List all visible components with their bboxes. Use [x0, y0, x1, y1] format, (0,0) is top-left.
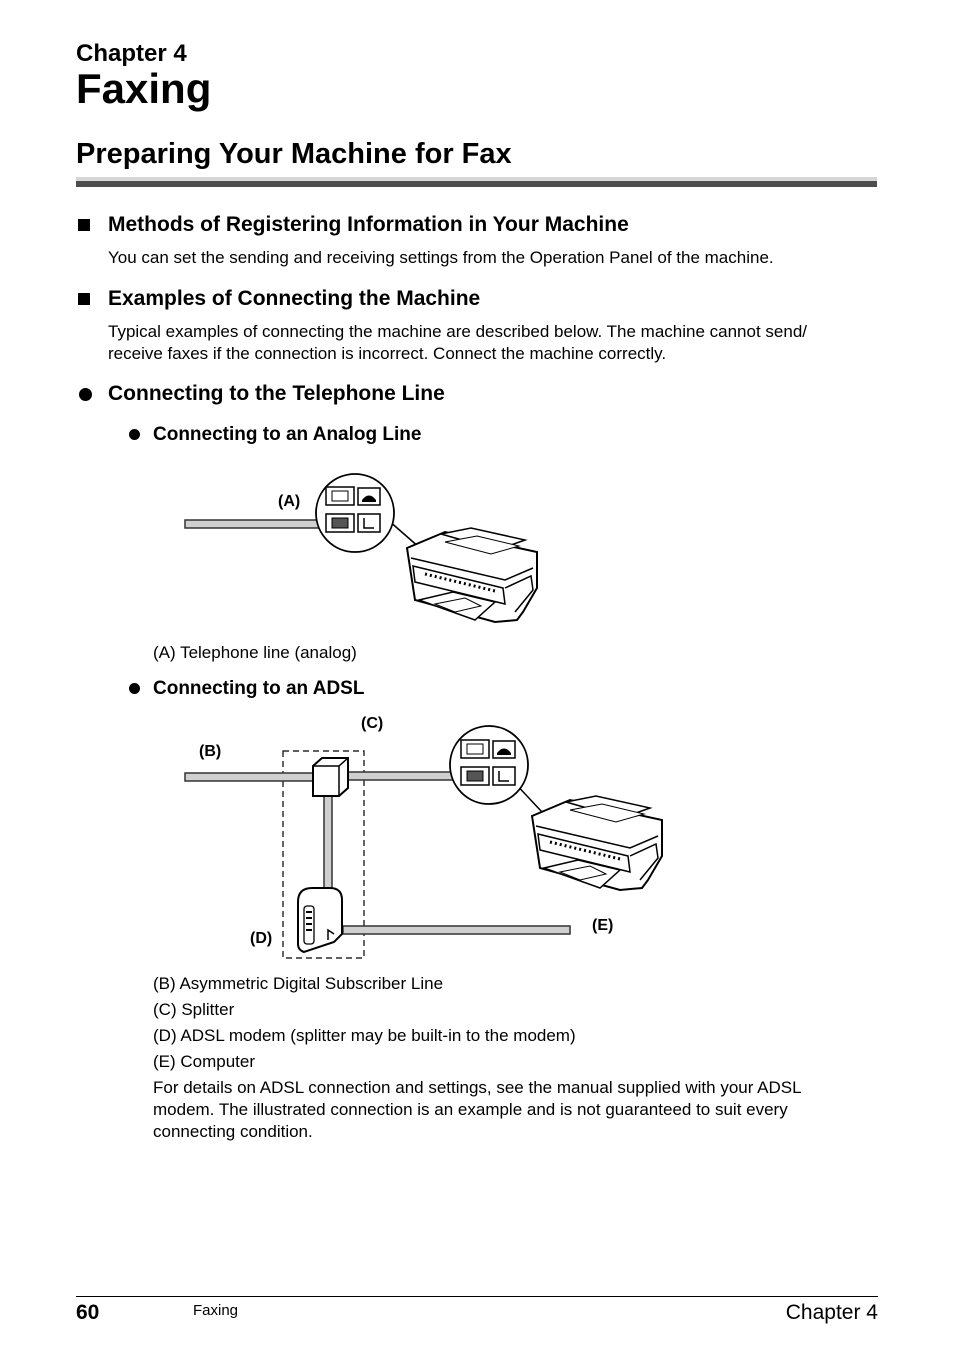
- page-number: 60: [76, 1301, 100, 1324]
- footer-chapter-name: Chapter 4: [785, 1301, 878, 1324]
- fax-machine-illustration: [532, 796, 662, 890]
- examples-text-line1: Typical examples of connecting the machine are described below. The machine cannot send/: [108, 322, 807, 341]
- label-e: (E): [592, 917, 614, 934]
- analog-heading: Connecting to an Analog Line: [153, 424, 422, 445]
- chapter-title: Faxing: [76, 65, 212, 112]
- adsl-heading: Connecting to an ADSL: [153, 678, 365, 699]
- adsl-caption-d: (D) ADSL modem (splitter may be built-in to the modem): [153, 1026, 576, 1045]
- adsl-caption-b: (B) Asymmetric Digital Subscriber Line: [153, 974, 444, 993]
- adsl-line-cable: [185, 773, 315, 781]
- adsl-caption-e: (E) Computer: [153, 1052, 256, 1071]
- port-magnifier: [450, 726, 542, 812]
- analog-caption: (A) Telephone line (analog): [153, 643, 357, 662]
- methods-text: You can set the sending and receiving settings from the Operation Panel of the machine.: [108, 248, 774, 267]
- methods-heading: Methods of Registering Information in Your Machine: [108, 213, 629, 236]
- footer-section-name: Faxing: [193, 1302, 239, 1319]
- footer-rule: [76, 1296, 878, 1297]
- splitter-icon: [313, 758, 348, 796]
- splitter-to-machine-cable: [348, 772, 458, 780]
- label-d: (D): [250, 930, 273, 947]
- label-a: (A): [278, 493, 301, 510]
- splitter-to-modem-cable: [324, 796, 332, 890]
- adsl-note-line1: For details on ADSL connection and settings, see the manual supplied with your ADSL: [153, 1078, 802, 1097]
- examples-text-line2: receive faxes if the connection is incorrect. Connect the machine correctly.: [108, 344, 667, 363]
- examples-heading: Examples of Connecting the Machine: [108, 287, 481, 310]
- telephone-line-heading: Connecting to the Telephone Line: [108, 382, 445, 405]
- adsl-caption-c: (C) Splitter: [153, 1000, 235, 1019]
- adsl-modem-icon: [298, 888, 342, 952]
- modem-to-computer-cable: [343, 926, 570, 934]
- adsl-note-line2: modem. The illustrated connection is an example and is not guaranteed to suit every: [153, 1100, 788, 1119]
- label-c: (C): [361, 715, 384, 732]
- chapter-label: Chapter 4: [76, 40, 187, 67]
- adsl-note-line3: connecting condition.: [153, 1122, 313, 1141]
- section-title: Preparing Your Machine for Fax: [76, 138, 512, 170]
- label-b: (B): [199, 743, 222, 760]
